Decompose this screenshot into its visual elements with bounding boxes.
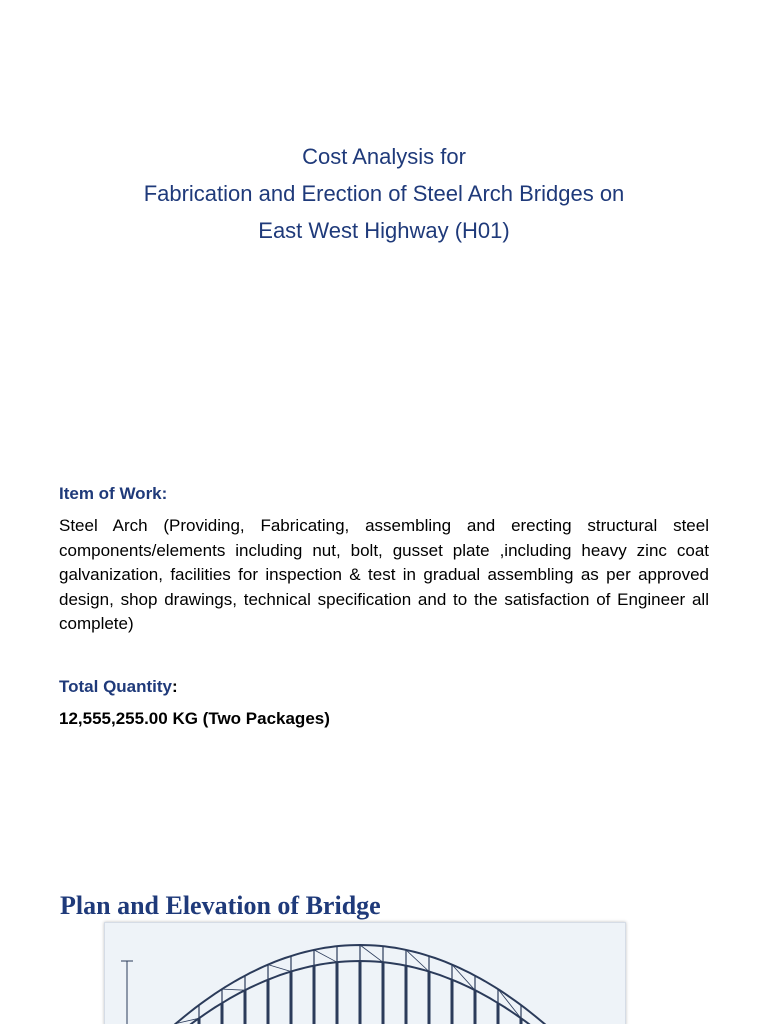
document-title [0, 138, 768, 249]
title-line-1: Cost Analysis for [302, 144, 466, 169]
arch-diagonal [268, 965, 291, 972]
arch-diagonal [314, 950, 337, 962]
arch-diagonal [222, 989, 245, 990]
title-line-2: Fabrication and Erection of Steel Arch Bridges on [143, 181, 625, 206]
total-quantity-value: 12,555,255.00 KG (Two Packages) [59, 709, 330, 728]
total-quantity-colon: : [172, 677, 178, 696]
title-line-3: East West Highway (H01) [258, 218, 510, 243]
bridge-elevation-drawing [104, 922, 626, 1024]
arch-diagonal [452, 965, 475, 991]
bridge-arch-diagram [105, 923, 625, 1024]
item-of-work-heading: Item of Work: [59, 484, 168, 503]
arch-diagonal [360, 945, 383, 962]
item-of-work-description: Steel Arch (Providing, Fabricating, assembling and erecting structural steel components/elements including nut, bolt, gusset plate ,including heavy zinc coat galvanization, facilities for inspection & test in gradual assembling as per approved design, shop drawings, technical specification and to the satisfaction of Engineer all complete) [59, 516, 709, 633]
total-quantity-heading [59, 677, 178, 697]
total-quantity-label: Total Quantity [59, 677, 173, 696]
plan-elevation-heading: Plan and Elevation of Bridge [60, 891, 381, 920]
